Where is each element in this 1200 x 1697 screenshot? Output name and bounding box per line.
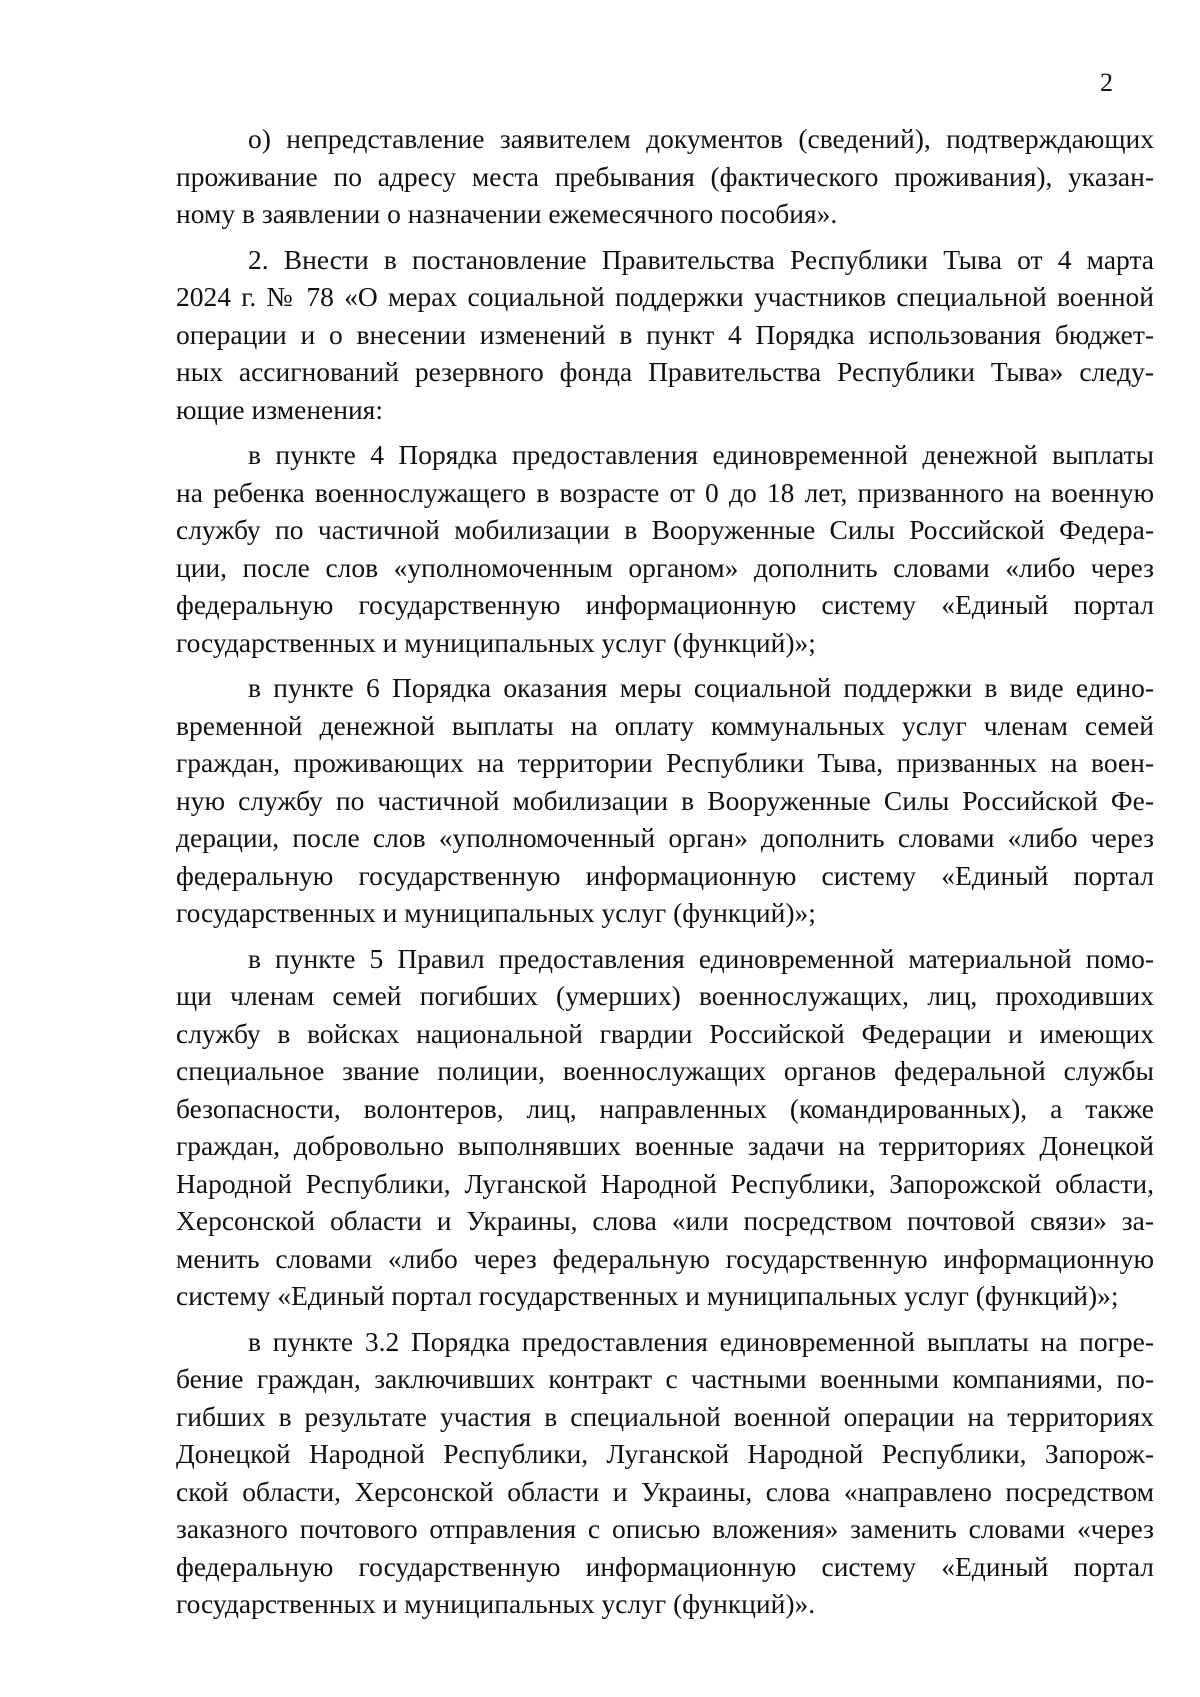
text-line: государственных и муниципальных услуг (функций)».	[176, 1588, 816, 1619]
text-line: 2. Внести в постановление Правительства Республики Тыва от 4 марта	[248, 243, 1154, 275]
text-line: ную службу по частичной мобилизации в Вооруженные Силы Российской Фе-	[176, 784, 1154, 816]
text-line: о) непредставление заявителем документов (сведений), подтверждающих	[248, 123, 1154, 154]
text-line: службу по частичной мобилизации в Вооруженные Силы Российской Федера-	[176, 514, 1154, 545]
document-body	[176, 120, 1154, 1623]
text-line: государственных и муниципальных услуг (функций)»;	[176, 897, 816, 928]
text-line: ции, после слов «уполномоченным органом» дополнить словами «либо через	[176, 551, 1154, 583]
text-line: 2024 г. № 78 «О мерах социальной поддержки участников специальной военной	[176, 281, 1154, 312]
text-line: в пункте 5 Правил предоставления единовременной материальной помо-	[248, 942, 1154, 974]
text-line: в пункте 3.2 Порядка предоставления единовременной выплаты на погре-	[248, 1325, 1154, 1357]
paragraph-punkt-3-2	[176, 1323, 1154, 1623]
text-line: службу в войсках национальной гвардии Российской Федерации и имеющих	[176, 1017, 1154, 1049]
text-line: менить словами «либо через федеральную государственную информационную	[176, 1242, 1154, 1274]
text-line: федеральную государственную информационную систему «Единый портал	[176, 1550, 1154, 1582]
text-line: Херсонской области и Украины, слова «или посредством почтовой связи» за-	[176, 1205, 1154, 1236]
text-line: государственных и муниципальных услуг (функций)»;	[176, 626, 816, 658]
paragraph-punkt-4	[176, 436, 1154, 661]
text-line: Донецкой Народной Республики, Луганской Народной Республики, Запорож-	[176, 1438, 1154, 1469]
text-line: щи членам семей погибших (умерших) военнослужащих, лиц, проходивших	[176, 980, 1154, 1011]
text-line: дерации, после слов «уполномоченный орган» дополнить словами «либо через	[176, 822, 1154, 853]
text-line: ской области, Херсонской области и Украины, слова «направлено посредством	[176, 1475, 1154, 1507]
text-line: операции и о внесении изменений в пункт 4 Порядка использования бюджет-	[176, 318, 1154, 350]
text-line: в пункте 6 Порядка оказания меры социальной поддержки в виде едино-	[248, 672, 1154, 703]
page-number: 2	[1100, 68, 1113, 97]
text-line: ющие изменения:	[176, 393, 383, 425]
text-line: ных ассигнований резервного фонда Правительства Республики Тыва» следу-	[176, 356, 1154, 387]
paragraph-item-o	[176, 120, 1154, 233]
text-line: граждан, проживающих на территории Республики Тыва, призванных на воен-	[176, 747, 1154, 778]
text-line: федеральную государственную информационную систему «Единый портал	[176, 859, 1154, 891]
text-line: бение граждан, заключивших контракт с частными военными компаниями, по-	[176, 1363, 1154, 1394]
text-line: на ребенка военнослужащего в возрасте от 0 до 18 лет, призванного на военную	[176, 476, 1154, 508]
text-line: систему «Единый портал государственных и муниципальных услуг (функций)»;	[176, 1280, 1119, 1311]
text-line: граждан, добровольно выполнявших военные задачи на территориях Донецкой	[176, 1130, 1154, 1161]
text-line: проживание по адресу места пребывания (фактического проживания), указан-	[176, 160, 1154, 192]
text-line: гибших в результате участия в специальной военной операции на территориях	[176, 1400, 1154, 1432]
text-line: заказного почтового отправления с описью вложения» заменить словами «через	[176, 1513, 1154, 1544]
text-line: в пункте 4 Порядка предоставления единовременной денежной выплаты	[248, 439, 1154, 470]
paragraph-punkt-5	[176, 940, 1154, 1315]
text-line: временной денежной выплаты на оплату коммунальных услуг членам семей	[176, 709, 1154, 741]
text-line: ному в заявлении о назначении ежемесячного пособия».	[176, 198, 838, 229]
paragraph-punkt-6	[176, 669, 1154, 932]
text-line: федеральную государственную информационную систему «Единый портал	[176, 589, 1154, 620]
text-line: Народной Республики, Луганской Народной Республики, Запорожской области,	[176, 1167, 1154, 1199]
text-line: специальное звание полиции, военнослужащих органов федеральной службы	[176, 1055, 1154, 1086]
text-line: безопасности, волонтеров, лиц, направленных (командированных), а также	[176, 1092, 1154, 1124]
paragraph-item-2	[176, 241, 1154, 429]
